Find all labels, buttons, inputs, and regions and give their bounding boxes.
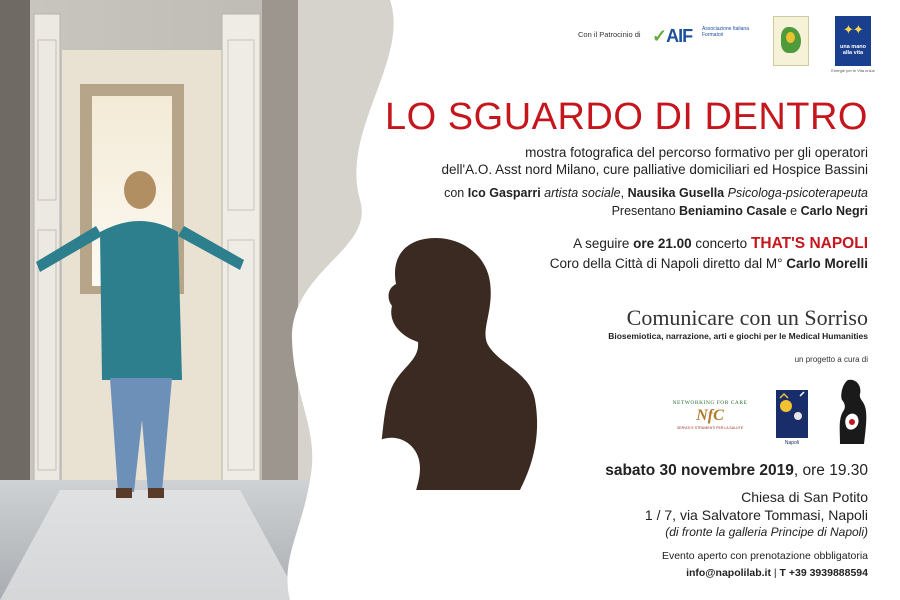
event-date-line: [605, 462, 868, 480]
concert-info: [550, 234, 868, 274]
venue-note: (di fronte la galleria Principe di Napoli): [665, 525, 868, 539]
partner-logos: [670, 378, 870, 448]
contact-email[interactable]: info@napolilab.it: [686, 567, 771, 579]
aif-logo: [652, 24, 752, 50]
svg-text:Napoli: Napoli: [784, 440, 800, 446]
project-title: Comunicare con un Sorriso: [626, 305, 868, 330]
role-2: Psicologa-psicoterapeuta: [727, 186, 868, 200]
una-mano-sub: Energie per le Vita onlus: [831, 68, 875, 73]
venue-name: Chiesa di San Potito: [741, 489, 868, 505]
contact-line: info@napolilab.it | T +39 3939888594: [686, 567, 868, 579]
concert-line-1: A seguire ore 21.00 concerto THAT'S NAPOLI: [573, 235, 868, 252]
subtitle-line-2: dell'A.O. Asst nord Milano, cure palliative domiciliari ed Hospice Bassini: [441, 162, 868, 177]
booking-text: Evento aperto con prenotazione obbligatoria: [661, 550, 868, 562]
concert-director: Carlo Morelli: [786, 256, 868, 271]
project-subtitle: Biosemiotica, narrazione, arti e giochi per le Medical Humanities: [608, 331, 868, 341]
contact-phone[interactable]: T +39 3939888594: [779, 567, 868, 579]
curated-by: un progetto a cura di: [794, 355, 868, 364]
role-1: artista sociale: [544, 186, 621, 200]
venue-address: 1 / 7, via Salvatore Tommasi, Napoli: [644, 507, 868, 523]
una-mano-logo: [835, 16, 871, 66]
patronage-label: Con il Patrocinio di: [578, 30, 641, 39]
person-2: Nausika Gusella: [627, 186, 725, 200]
networking-for-care-logo: [670, 400, 750, 442]
patronage-row: [560, 16, 890, 73]
region-logo: [773, 16, 809, 66]
credits: [444, 184, 868, 220]
presenter-2: Carlo Negri: [800, 204, 868, 218]
credits-line-2: Presentano Beniamino Casale e Carlo Negri: [611, 204, 868, 218]
subtitle-line-1: mostra fotografica del percorso formativo per gli operatori: [525, 145, 868, 160]
concert-time: ore 21.00: [633, 236, 692, 251]
divider-shape: [280, 0, 540, 600]
nfc-mark: NfC: [696, 407, 724, 424]
napolilab-logo: [770, 386, 814, 446]
nfc-top-text: NETWORKING FOR CARE: [672, 400, 748, 406]
hands-icon: ✦✦: [843, 22, 863, 37]
una-mano-text: una mano alla vita: [840, 44, 866, 56]
silhouette-logo: [836, 378, 870, 448]
event-title: LO SGUARDO DI DENTRO: [385, 96, 868, 138]
presenter-1: Beniamino Casale: [679, 204, 787, 218]
event-date: sabato 30 novembre 2019: [605, 462, 794, 479]
person-1: Ico Gasparri: [467, 186, 541, 200]
concert-name: THAT'S NAPOLI: [750, 235, 868, 252]
aif-mark: ✓AIF: [652, 26, 693, 46]
event-time: , ore 19.30: [793, 462, 868, 479]
nfc-bottom-text: SERVIZI E STRUMENTI PER LA SALUTE: [676, 426, 744, 430]
event-subtitle: [441, 144, 868, 178]
credits-line-1: con Ico Gasparri artista sociale, Nausika Gusella Psicologa-psicoterapeuta: [444, 186, 868, 200]
aif-name: Associazione Italiana Formatori: [702, 26, 749, 38]
venue: [645, 488, 868, 524]
booking-info: [662, 548, 868, 582]
concert-line-2: Coro della Città di Napoli diretto dal M° Carlo Morelli: [549, 256, 868, 271]
